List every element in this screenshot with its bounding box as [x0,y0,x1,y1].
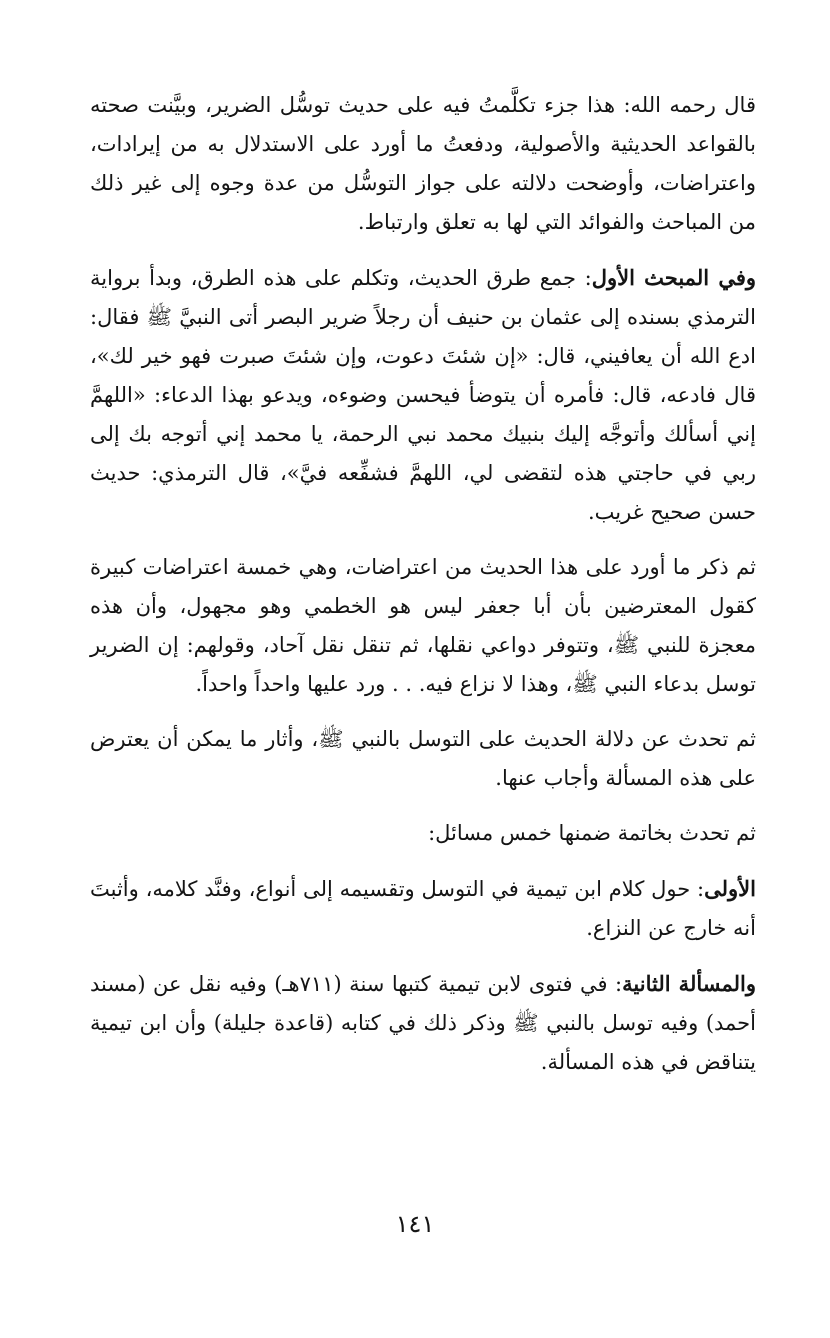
paragraph-text-wrap [90,869,756,948]
paragraph-lead: الأولى [704,876,756,901]
page-body [90,86,756,1082]
paragraph-text: : في فتوى لابن تيمية كتبها سنة (٧١١هـ) وفيه نقل عن (مسند أحمد) وفيه توسل بالنبي ﷺ وذكر ذلك في كتابه (قاعدة جليلة) وأن ابن تيمية يتناقض في هذه المسألة. [90,972,756,1074]
paragraph-objections [90,548,756,704]
paragraph-text: : جمع طرق الحديث، وتكلم على هذه الطرق، وبدأ برواية الترمذي بسنده إلى عثمان بن حنيف أن رجلاً ضرير البصر أتى النبيَّ ﷺ فقال: ادع الله أن يعافيني، قال: «إن شئتَ دعوت، وإن شئتَ صبرت فهو خير لك»، قال فادعه، قال: فأمره أن يتوضأ فيحسن وضوءه، ويدعو بهذا الدعاء: «اللهمَّ إني أسألك وأتوجَّه إليك بنبيك محمد نبي الرحمة، يا محمد إني أتوجه بك إلى ربي في حاجتي هذه لتقضى لي، اللهمَّ فشفِّعه فيَّ»، قال الترمذي: حديث حسن صحيح غريب. [90,266,756,524]
paragraph-text-wrap [90,964,756,1082]
paragraph-conclusion [90,814,756,853]
paragraph-intro [90,86,756,242]
paragraph-text: ثم تحدث بخاتمة ضمنها خمس مسائل: [428,821,756,845]
paragraph-text: قال رحمه الله: هذا جزء تكلَّمتُ فيه على حديث توسُّل الضرير، وبيَّنت صحته بالقواعد الحديثية والأصولية، ودفعتُ ما أورد على الاستدلال به من إيرادات، واعتراضات، وأوضحت دلالته على جواز التوسُّل من عدة وجوه إلى غير ذلك من المباحث والفوائد التي لها به تعلق وارتباط. [90,93,756,234]
paragraph-lead: وفي المبحث الأول [591,265,756,290]
paragraph-issue-one [90,869,756,948]
page-number: ١٤١ [395,1210,435,1238]
paragraph-issue-two [90,964,756,1082]
paragraph-lead: والمسألة الثانية [622,971,756,996]
paragraph-first-section [90,258,756,532]
paragraph-indication [90,720,756,798]
paragraph-text-wrap [90,258,756,532]
paragraph-text: : حول كلام ابن تيمية في التوسل وتقسيمه إلى أنواع، وفنَّد كلامه، وأثبتَ أنه خارج عن النزاع. [90,877,756,940]
paragraph-text: ثم ذكر ما أورد على هذا الحديث من اعتراضات، وهي خمسة اعتراضات كبيرة كقول المعترضين بأن أبا جعفر ليس هو الخطمي وهو مجهول، وأن هذه معجزة للنبي ﷺ، وتتوفر دواعي نقلها، ثم تنقل نقل آحاد، وقولهم: إن الضرير توسل بدعاء النبي ﷺ، وهذا لا نزاع فيه. . . ورد عليها واحداً واحداً. [90,555,756,696]
paragraph-text: ثم تحدث عن دلالة الحديث على التوسل بالنبي ﷺ، وأثار ما يمكن أن يعترض على هذه المسألة وأجاب عنها. [90,727,756,790]
